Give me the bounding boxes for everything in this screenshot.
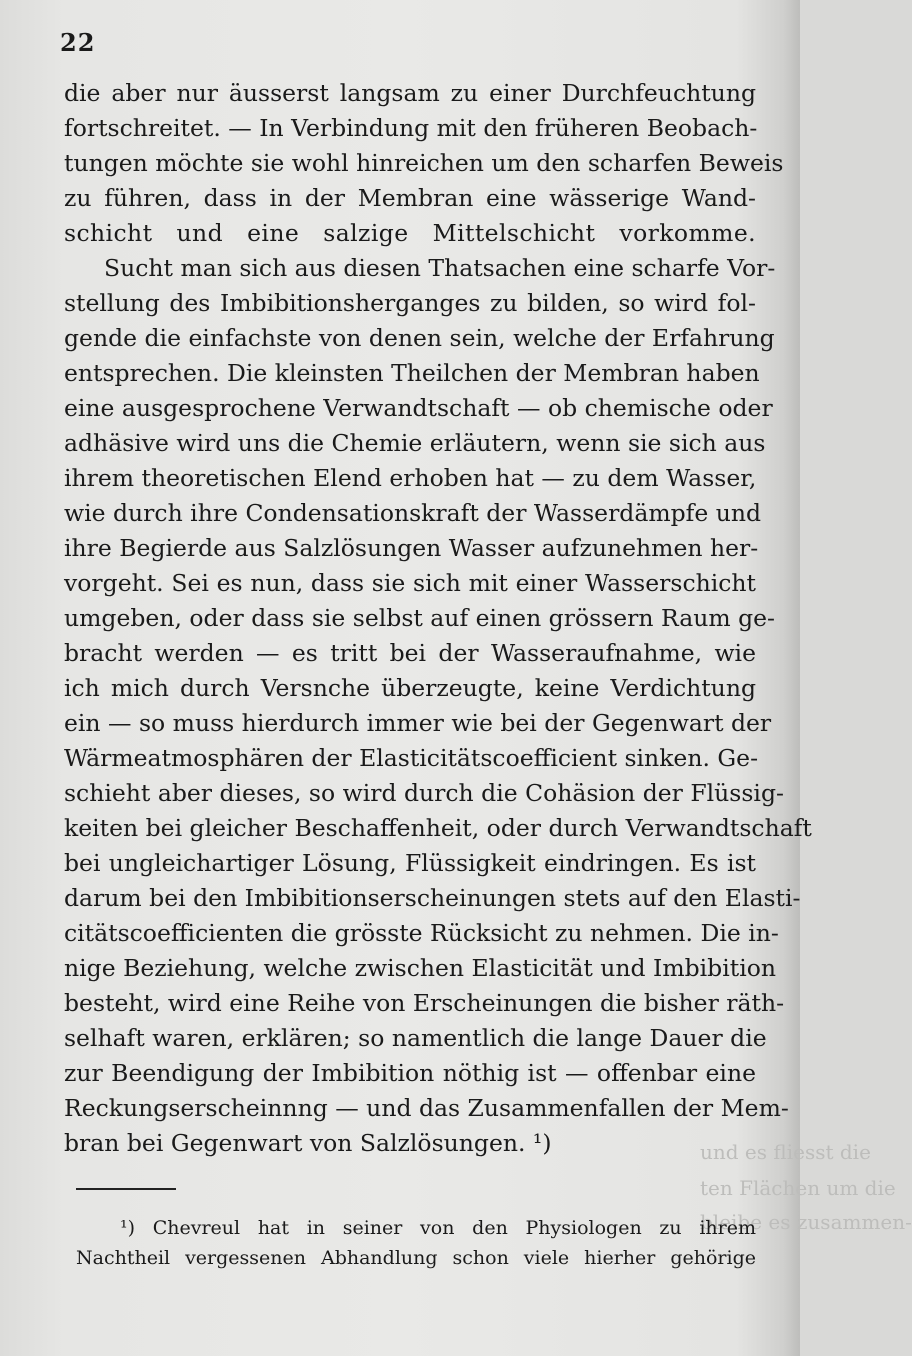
text-line: bracht werden — es tritt bei der Wasseraufnahme, wie — [64, 639, 756, 667]
text-line: entsprechen. Die kleinsten Theilchen der Membran haben — [64, 359, 760, 387]
text-line: bran bei Gegenwart von Salzlösungen. ¹) — [64, 1129, 552, 1157]
text-line: adhäsive wird uns die Chemie erläutern, wenn sie sich aus — [64, 429, 766, 457]
text-line: tungen möchte sie wohl hinreichen um den scharfen Beweis — [64, 149, 784, 177]
text-line: wie durch ihre Condensationskraft der Wasserdämpfe und — [64, 499, 762, 527]
text-line: stellung des Imbibitionsherganges zu bilden, so wird fol- — [64, 289, 756, 317]
text-line: ein — so muss hierdurch immer wie bei der Gegenwart der — [64, 709, 772, 737]
text-line: ich mich durch Versnche überzeugte, keine Verdichtung — [64, 674, 756, 702]
text-line: umgeben, oder dass sie selbst auf einen grössern Raum ge- — [64, 604, 775, 632]
bleed-through-text: bleibe es zusammen- — [700, 1210, 912, 1234]
footnotes — [76, 1213, 756, 1273]
text-line: Reckungserscheinnng — und das Zusammenfallen der Mem- — [64, 1094, 789, 1122]
bleed-through-text: ten Flächen um die — [700, 1176, 896, 1200]
text-line: schicht und eine salzige Mittelschicht vorkomme. — [64, 219, 756, 247]
text-line: Sucht man sich aus diesen Thatsachen eine scharfe Vor- — [104, 254, 776, 282]
text-line: ihrem theoretischen Elend erhoben hat — zu dem Wasser, — [64, 464, 757, 492]
text-line: schieht aber dieses, so wird durch die Cohäsion der Flüssig- — [64, 779, 784, 807]
text-line: darum bei den Imbibitionserscheinungen stets auf den Elasti- — [64, 884, 801, 912]
text-line: nige Beziehung, welche zwischen Elasticität und Imbibition — [64, 954, 776, 982]
text-line: selhaft waren, erklären; so namentlich die lange Dauer die — [64, 1024, 767, 1052]
text-line: eine ausgesprochene Verwandtschaft — ob chemische oder — [64, 394, 773, 422]
text-line: zur Beendigung der Imbibition nöthig ist — offenbar eine — [64, 1059, 756, 1087]
text-line: gende die einfachste von denen sein, welche der Erfahrung — [64, 324, 775, 352]
footnote-line: ¹) Chevreul hat in seiner von den Physiologen zu ihrem — [120, 1217, 756, 1239]
page-number: 22 — [60, 28, 96, 57]
text-line: zu führen, dass in der Membran eine wässerige Wand- — [64, 184, 756, 212]
text-line: vorgeht. Sei es nun, dass sie sich mit einer Wasserschicht — [64, 569, 756, 597]
text-line: bei ungleichartiger Lösung, Flüssigkeit eindringen. Es ist — [64, 849, 756, 877]
footnote-separator — [76, 1188, 176, 1190]
text-line: die aber nur äusserst langsam zu einer Durchfeuchtung — [64, 79, 756, 107]
text-line: ihre Begierde aus Salzlösungen Wasser aufzunehmen her- — [64, 534, 759, 562]
text-line: fortschreitet. — In Verbindung mit den früheren Beobach- — [64, 114, 758, 142]
text-line: keiten bei gleicher Beschaffenheit, oder durch Verwandtschaft — [64, 814, 812, 842]
footnote-line: Nachtheil vergessenen Abhandlung schon viele hierher gehörige — [76, 1247, 756, 1269]
text-line: Wärmeatmosphären der Elasticitätscoefficient sinken. Ge- — [64, 744, 759, 772]
bleed-through-text: und es fliesst die — [700, 1140, 871, 1164]
text-line: besteht, wird eine Reihe von Erscheinungen die bisher räth- — [64, 989, 785, 1017]
text-line: citätscoefficienten die grösste Rücksicht zu nehmen. Die in- — [64, 919, 779, 947]
